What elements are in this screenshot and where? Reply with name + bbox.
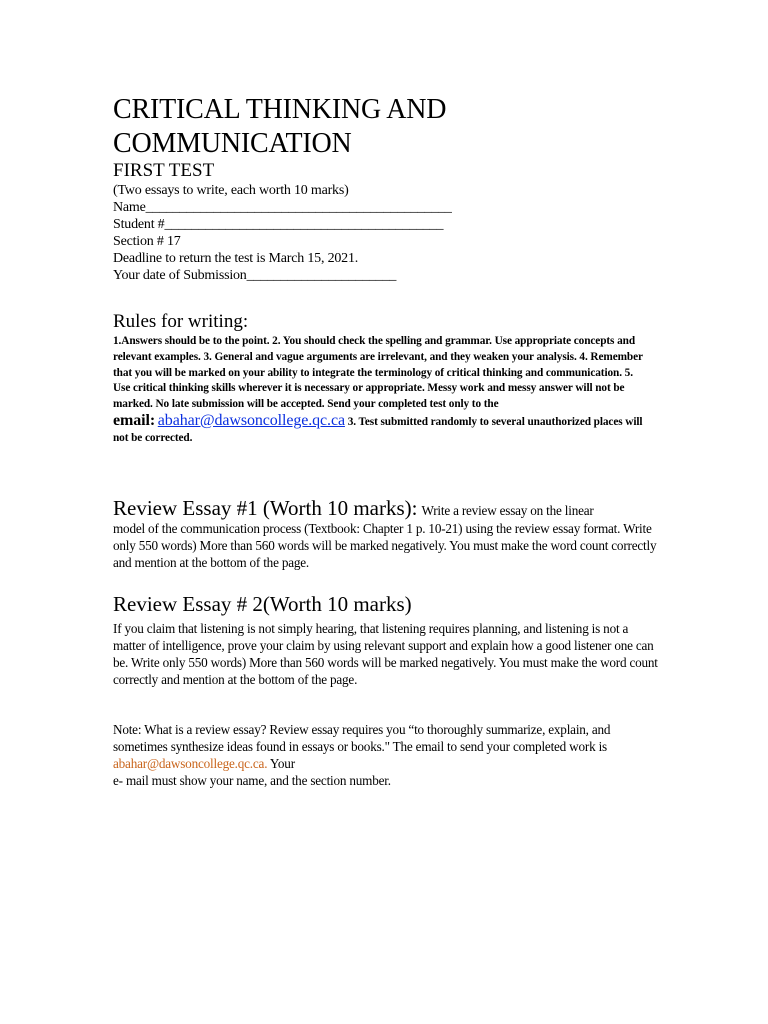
review-essay-2 xyxy=(113,592,658,688)
page-title xyxy=(113,93,673,161)
note-text-end: e- mail must show your name, and the section number. xyxy=(113,773,391,788)
review-essay-1 xyxy=(113,496,658,571)
note-text-your: Your xyxy=(269,756,295,771)
essay-1-heading: Review Essay #1 (Worth 10 marks): xyxy=(113,496,418,520)
title-line-2: COMMUNICATION xyxy=(113,128,352,159)
title-line-1: CRITICAL THINKING AND xyxy=(113,94,447,125)
note-email: abahar@dawsoncollege.qc.ca. xyxy=(113,756,268,771)
student-info-block xyxy=(113,182,673,284)
section-number: Section # 17 xyxy=(113,234,181,249)
submission-date-field-line: Your date of Submission______________________ xyxy=(113,268,397,283)
email-label: email: xyxy=(113,411,156,429)
essay-count-note: (Two essays to write, each worth 10 marks) xyxy=(113,183,349,198)
essay-2-body: If you claim that listening is not simply hearing, that listening requires planning, and listening is not a matter of intelligence, prove your claim by using relevant support and explain how a good listener one can be. Write only 550 words) More than 560 words will be marked negatively. You must make the word count correctly and mention at the bottom of the page. xyxy=(113,621,658,687)
deadline: Deadline to return the test is March 15, 2021. xyxy=(113,251,359,266)
review-essay-note xyxy=(113,721,658,789)
rules-heading: Rules for writing: xyxy=(113,311,249,332)
email-link[interactable]: abahar@dawsoncollege.qc.ca xyxy=(157,411,345,429)
rules-body xyxy=(113,334,643,447)
student-number-field-line: Student #_________________________________________ xyxy=(113,217,444,232)
essay-2-heading: Review Essay # 2(Worth 10 marks) xyxy=(113,592,412,616)
note-text: Note: What is a review essay? Review essay requires you “to thoroughly summarize, explain, and sometimes synthesize ideas found in essays or books." The email to send your completed work is xyxy=(113,722,611,754)
test-subtitle: FIRST TEST xyxy=(113,160,215,181)
essay-1-lead: Write a review essay on the linear xyxy=(421,503,594,518)
essay-1-body: model of the communication process (Textbook: Chapter 1 p. 10-21) using the review essay format. Write only 550 words) More than 560 words will be marked negatively. You must make the word count correctly and mention at the bottom of the page. xyxy=(113,521,657,570)
name-field-line: Name_____________________________________________ xyxy=(113,200,452,215)
rules-text: 1.Answers should be to the point. 2. You should check the spelling and grammar. Use appropriate concepts and relevant examples. 3. General and vague arguments are irrelevant, and they weaken your analysis. 4. Remember that you will be marked on your ability to integrate the terminology of critical thinking and communication. 5. Use critical thinking skills wherever it is necessary or appropriate. Messy work and messy answer will not be marked. No late submission will be accepted. Send your completed test only to the xyxy=(113,335,643,411)
rules-text-tail: 3. Test submitted randomly to several unauthorized places will not be corrected. xyxy=(113,415,643,444)
